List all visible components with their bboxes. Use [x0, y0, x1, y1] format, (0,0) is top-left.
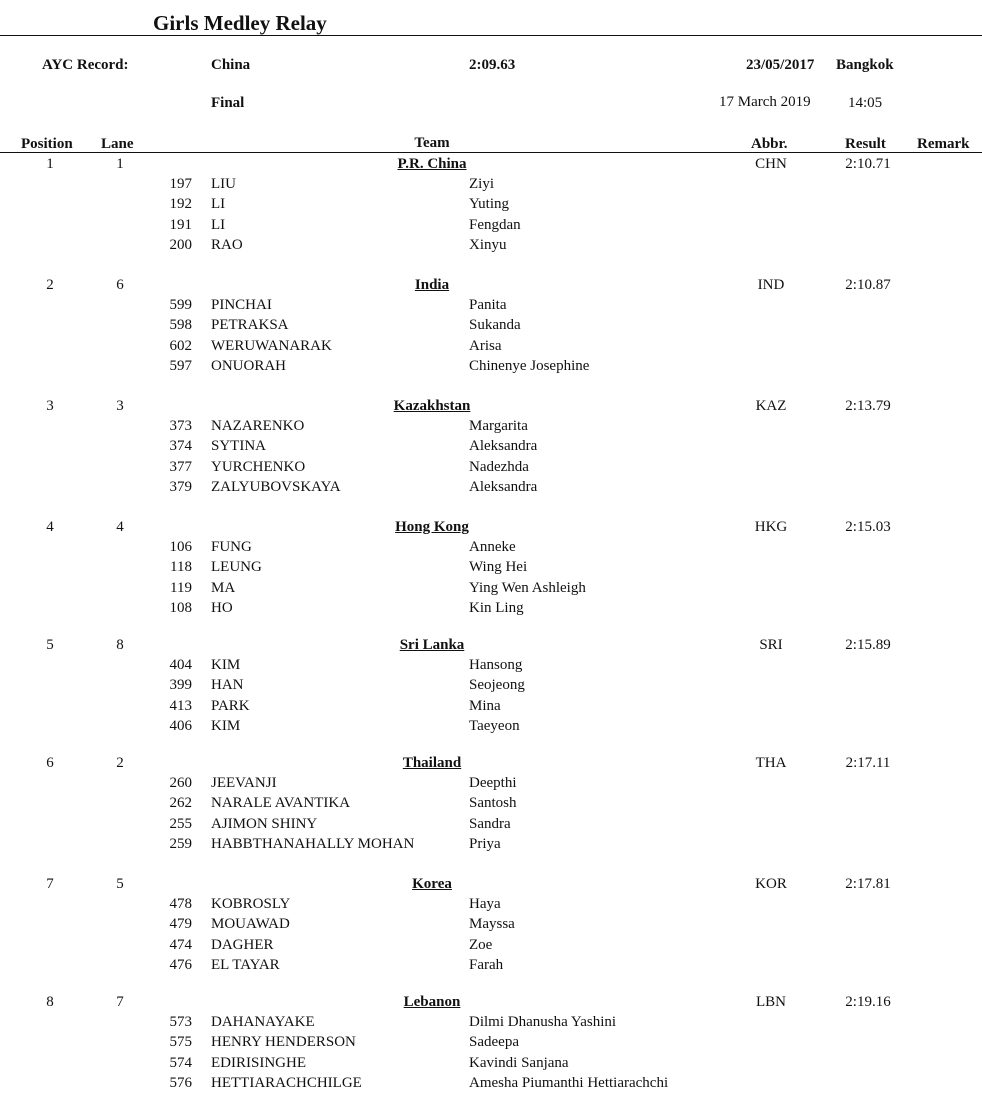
result-lane: 3 — [116, 398, 124, 414]
swimmer-last-name: SYTINA — [211, 438, 266, 454]
column-header-team: Team — [414, 135, 450, 151]
swimmer-first-name: Kin Ling — [469, 600, 524, 616]
swimmer-last-name: DAGHER — [211, 937, 274, 953]
swimmer-bib: 598 — [169, 317, 192, 333]
result-position: 2 — [46, 277, 54, 293]
team-name: P.R. China — [397, 156, 467, 172]
swimmer-bib: 574 — [169, 1055, 192, 1071]
result-position: 3 — [46, 398, 54, 414]
swimmer-last-name: RAO — [211, 237, 243, 253]
swimmer-bib: 192 — [169, 196, 192, 212]
swimmer-last-name: KIM — [211, 657, 241, 673]
result-lane: 6 — [116, 277, 124, 293]
swimmer-bib: 106 — [169, 539, 192, 555]
result-time: 2:17.11 — [845, 755, 891, 771]
swimmer-first-name: Sukanda — [469, 317, 521, 333]
swimmer-bib: 404 — [169, 657, 192, 673]
event-time: 14:05 — [848, 95, 883, 111]
swimmer-first-name: Arisa — [469, 338, 502, 354]
result-lane: 1 — [116, 156, 124, 172]
swimmer-last-name: KOBROSLY — [211, 896, 291, 912]
swimmer-first-name: Haya — [469, 896, 501, 912]
column-header-position: Position — [21, 136, 73, 152]
swimmer-bib: 197 — [169, 176, 192, 192]
swimmer-first-name: Wing Hei — [469, 559, 528, 575]
swimmer-first-name: Sandra — [469, 816, 511, 832]
column-header-abbr: Abbr. — [751, 136, 788, 152]
swimmer-first-name: Anneke — [469, 539, 516, 555]
result-position: 1 — [46, 156, 54, 172]
swimmer-last-name: HABBTHANAHALLY MOHAN — [211, 836, 415, 852]
swimmer-first-name: Ying Wen Ashleigh — [469, 580, 586, 596]
page-title: Girls Medley Relay — [153, 11, 327, 35]
team-abbr: SRI — [759, 637, 783, 653]
result-lane: 4 — [116, 519, 124, 535]
swimmer-bib: 374 — [169, 438, 192, 454]
swimmer-bib: 200 — [169, 237, 192, 253]
swimmer-bib: 406 — [169, 718, 192, 734]
swimmer-last-name: AJIMON SHINY — [211, 816, 318, 832]
swimmer-bib: 377 — [169, 459, 192, 475]
team-abbr: KAZ — [755, 398, 787, 414]
swimmer-bib: 119 — [170, 580, 192, 596]
swimmer-last-name: PARK — [211, 698, 250, 714]
swimmer-bib: 259 — [169, 836, 192, 852]
swimmer-first-name: Aleksandra — [469, 438, 538, 454]
swimmer-last-name: LI — [211, 217, 226, 233]
result-position: 7 — [46, 876, 54, 892]
result-time: 2:17.81 — [845, 876, 891, 892]
swimmer-last-name: WERUWANARAK — [211, 338, 332, 354]
swimmer-last-name: ZALYUBOVSKAYA — [211, 479, 341, 495]
swimmer-first-name: Taeyeon — [469, 718, 520, 734]
team-abbr: IND — [757, 277, 785, 293]
swimmer-bib: 379 — [169, 479, 192, 495]
team-abbr: KOR — [755, 876, 787, 892]
swimmer-bib: 413 — [169, 698, 192, 714]
swimmer-bib: 575 — [169, 1034, 192, 1050]
team-abbr: THA — [755, 755, 787, 771]
team-name: Sri Lanka — [399, 637, 465, 653]
swimmer-bib: 576 — [169, 1075, 192, 1091]
swimmer-last-name: NARALE AVANTIKA — [211, 795, 351, 811]
swimmer-last-name: MA — [211, 580, 236, 596]
swimmer-bib: 476 — [169, 957, 192, 973]
event-date: 17 March 2019 — [719, 94, 811, 110]
result-lane: 2 — [116, 755, 124, 771]
swimmer-first-name: Zoe — [469, 937, 493, 953]
title-divider — [0, 35, 982, 36]
swimmer-last-name: LI — [211, 196, 226, 212]
result-lane: 5 — [116, 876, 124, 892]
swimmer-bib: 479 — [169, 916, 192, 932]
team-name: India — [414, 277, 450, 293]
team-name: Thailand — [402, 755, 462, 771]
swimmer-last-name: KIM — [211, 718, 241, 734]
result-time: 2:10.71 — [845, 156, 891, 172]
swimmer-first-name: Seojeong — [469, 677, 525, 693]
result-position: 4 — [46, 519, 54, 535]
team-name: Hong Kong — [395, 519, 469, 535]
swimmer-last-name: LIU — [211, 176, 236, 192]
record-label: AYC Record: — [42, 57, 129, 73]
swimmer-last-name: HENRY HENDERSON — [211, 1034, 356, 1050]
record-date: 23/05/2017 — [746, 57, 815, 73]
column-header-lane: Lane — [101, 136, 134, 152]
team-abbr: CHN — [755, 156, 787, 172]
swimmer-first-name: Santosh — [469, 795, 517, 811]
team-name: Korea — [412, 876, 452, 892]
team-name: Lebanon — [403, 994, 461, 1010]
swimmer-bib: 108 — [169, 600, 192, 616]
column-header-remark: Remark — [917, 136, 970, 152]
swimmer-bib: 255 — [169, 816, 192, 832]
swimmer-last-name: DAHANAYAKE — [211, 1014, 315, 1030]
swimmer-first-name: Amesha Piumanthi Hettiarachchi — [469, 1075, 669, 1091]
result-position: 5 — [46, 637, 54, 653]
swimmer-first-name: Xinyu — [469, 237, 507, 253]
round-label: Final — [211, 95, 245, 111]
swimmer-bib: 260 — [169, 775, 192, 791]
record-place: Bangkok — [836, 57, 894, 73]
swimmer-bib: 599 — [169, 297, 192, 313]
swimmer-bib: 573 — [169, 1014, 192, 1030]
swimmer-bib: 373 — [169, 418, 192, 434]
result-time: 2:13.79 — [845, 398, 891, 414]
column-header-result: Result — [845, 136, 886, 152]
team-abbr: HKG — [754, 519, 788, 535]
swimmer-bib: 602 — [169, 338, 192, 354]
swimmer-last-name: EL TAYAR — [211, 957, 280, 973]
result-time: 2:15.03 — [845, 519, 891, 535]
swimmer-first-name: Fengdan — [469, 217, 521, 233]
swimmer-first-name: Margarita — [469, 418, 528, 434]
swimmer-bib: 597 — [169, 358, 192, 374]
swimmer-first-name: Sadeepa — [469, 1034, 519, 1050]
swimmer-last-name: PINCHAI — [211, 297, 272, 313]
swimmer-bib: 118 — [170, 559, 192, 575]
result-position: 8 — [46, 994, 54, 1010]
swimmer-first-name: Priya — [469, 836, 501, 852]
swimmer-first-name: Deepthi — [469, 775, 517, 791]
swimmer-first-name: Yuting — [469, 196, 510, 212]
swimmer-last-name: LEUNG — [211, 559, 262, 575]
swimmer-first-name: Chinenye Josephine — [469, 358, 590, 374]
swimmer-bib: 399 — [169, 677, 192, 693]
swimmer-last-name: EDIRISINGHE — [211, 1055, 306, 1071]
swimmer-first-name: Nadezhda — [469, 459, 529, 475]
swimmer-first-name: Mayssa — [469, 916, 515, 932]
swimmer-last-name: HETTIARACHCHILGE — [211, 1075, 362, 1091]
result-position: 6 — [46, 755, 54, 771]
result-lane: 8 — [116, 637, 124, 653]
swimmer-bib: 191 — [169, 217, 192, 233]
swimmer-last-name: ONUORAH — [211, 358, 286, 374]
result-time: 2:19.16 — [845, 994, 891, 1010]
swimmer-first-name: Farah — [469, 957, 504, 973]
swimmer-bib: 474 — [169, 937, 192, 953]
swimmer-first-name: Panita — [469, 297, 507, 313]
swimmer-first-name: Aleksandra — [469, 479, 538, 495]
swimmer-last-name: PETRAKSA — [211, 317, 289, 333]
swimmer-first-name: Mina — [469, 698, 501, 714]
swimmer-last-name: JEEVANJI — [211, 775, 277, 791]
swimmer-first-name: Ziyi — [469, 176, 494, 192]
swimmer-last-name: HAN — [211, 677, 244, 693]
swimmer-last-name: YURCHENKO — [211, 459, 306, 475]
record-time: 2:09.63 — [469, 57, 516, 73]
result-time: 2:10.87 — [845, 277, 891, 293]
record-holder: China — [211, 57, 251, 73]
swimmer-last-name: NAZARENKO — [211, 418, 305, 434]
team-abbr: LBN — [756, 994, 786, 1010]
swimmer-bib: 478 — [169, 896, 192, 912]
swimmer-last-name: FUNG — [211, 539, 252, 555]
swimmer-first-name: Kavindi Sanjana — [469, 1055, 569, 1071]
swimmer-last-name: MOUAWAD — [211, 916, 290, 932]
swimmer-last-name: HO — [211, 600, 233, 616]
result-lane: 7 — [116, 994, 124, 1010]
swimmer-first-name: Hansong — [469, 657, 523, 673]
team-name: Kazakhstan — [393, 398, 471, 414]
swimmer-bib: 262 — [169, 795, 192, 811]
swimmer-first-name: Dilmi Dhanusha Yashini — [469, 1014, 617, 1030]
result-time: 2:15.89 — [845, 637, 891, 653]
header-divider — [0, 152, 982, 153]
